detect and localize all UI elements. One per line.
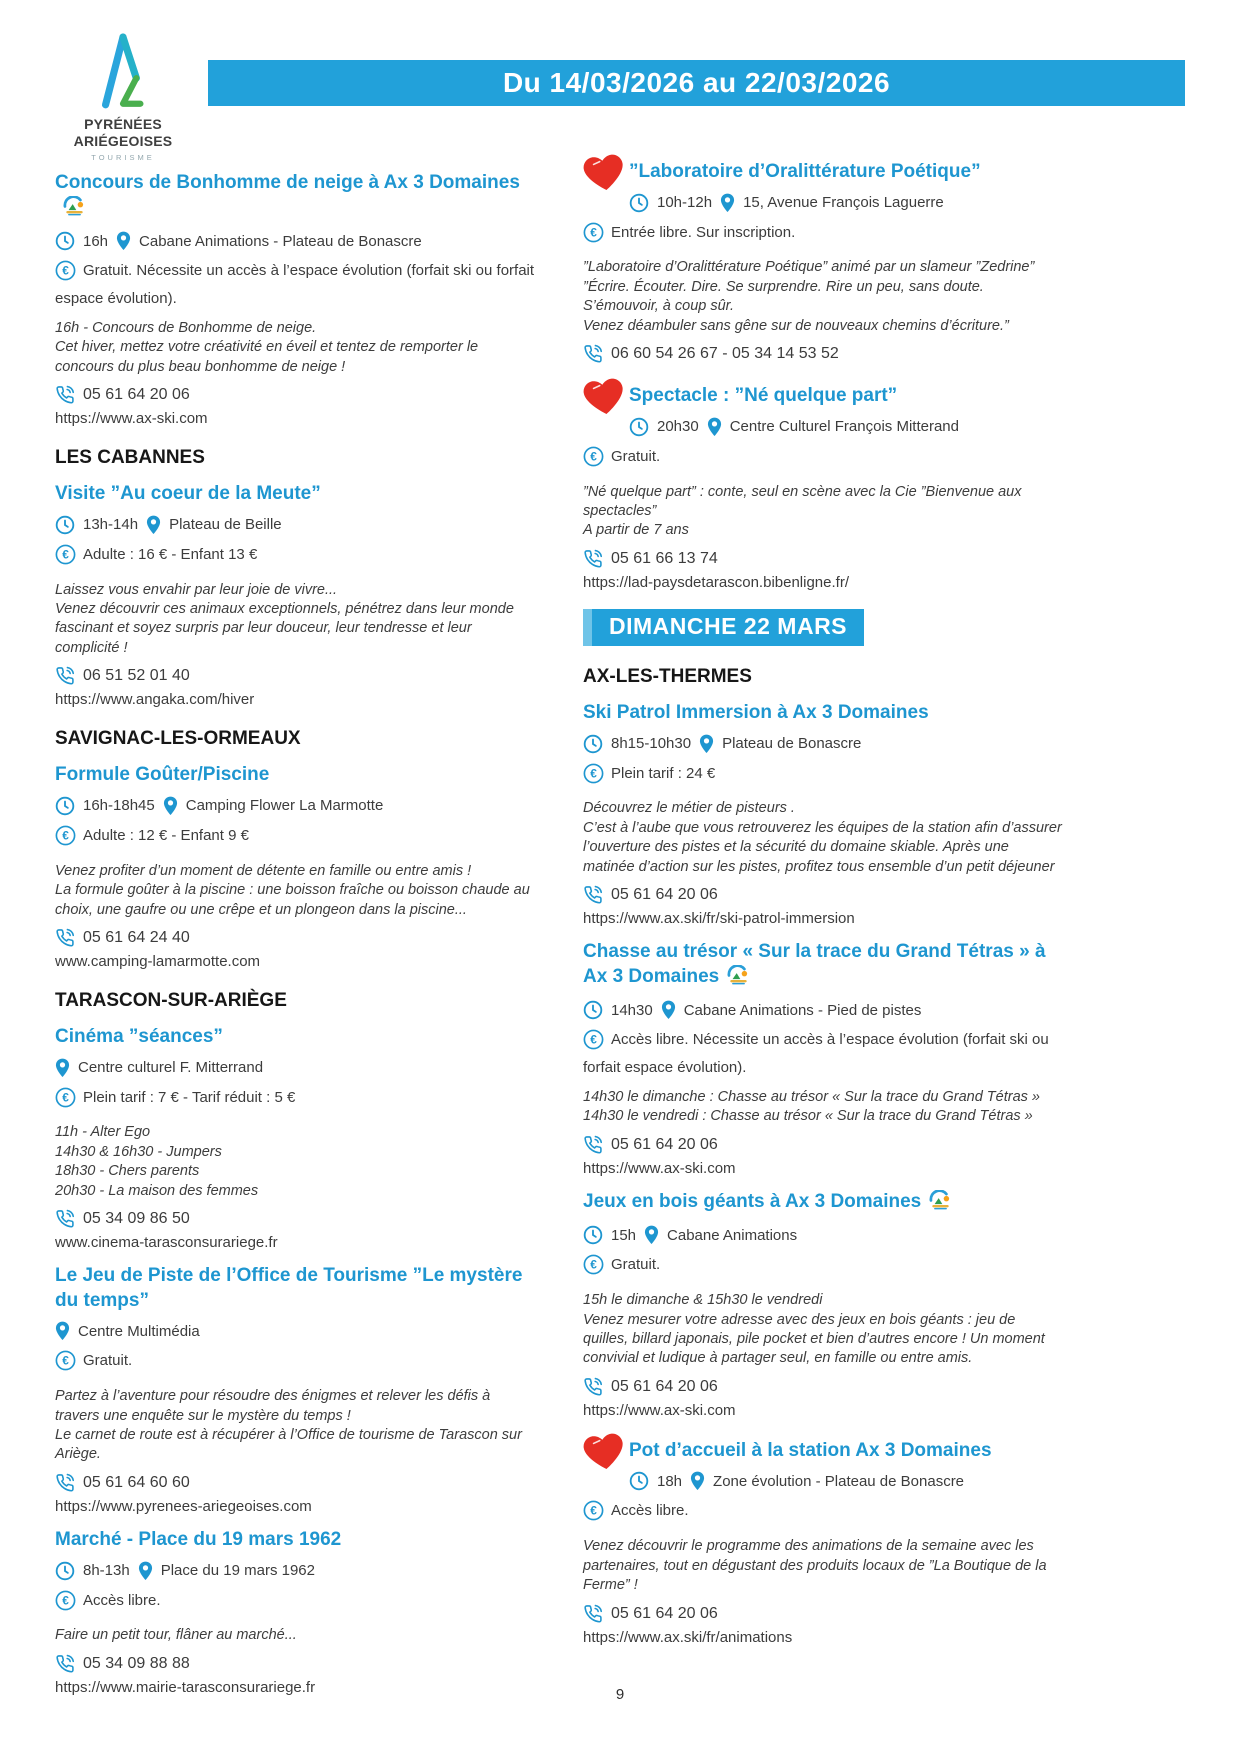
clock-icon — [583, 1225, 603, 1245]
price-text: Gratuit. — [611, 447, 661, 465]
event-title — [55, 171, 535, 223]
location-pin-icon — [146, 515, 161, 535]
phone-number: 05 61 64 20 06 — [611, 1377, 718, 1395]
time-place-row — [629, 1471, 1063, 1491]
phone-row — [583, 344, 1063, 364]
price-text: Accès libre. — [611, 1502, 689, 1520]
price-row — [583, 1500, 1063, 1528]
event-description — [583, 258, 1063, 336]
euro-icon — [55, 825, 76, 853]
price-row — [55, 825, 535, 853]
website-link[interactable]: https://lad-paysdetarascon.bibenligne.fr/ — [583, 573, 849, 591]
place-text: Centre Culturel François Mitterand — [729, 418, 959, 436]
event-card — [55, 1264, 535, 1515]
place-text: Centre Multimédia — [78, 1322, 200, 1340]
event-description — [55, 581, 535, 659]
time-text: 15h — [611, 1226, 637, 1244]
right-column — [583, 140, 1063, 1656]
event-title — [583, 1190, 1063, 1218]
euro-icon — [583, 1254, 604, 1282]
description-line: 14h30 le vendredi : Chasse au trésor « Sur la trace du Grand Tétras » — [583, 1108, 1033, 1125]
place-text: Zone évolution - Plateau de Bonascre — [713, 1472, 965, 1490]
website-link[interactable]: www.camping-lamarmotte.com — [55, 952, 261, 970]
location-pin-icon — [707, 417, 722, 437]
location-pin-icon — [116, 231, 131, 251]
event-title-text: Concours de Bonhomme de neige à Ax 3 Domaines — [55, 172, 520, 193]
time-place-row — [583, 1000, 1063, 1020]
time-text: 8h15-10h30 — [611, 735, 692, 753]
website-link[interactable]: https://www.angaka.com/hiver — [55, 691, 255, 709]
city-heading: LES CABANNES — [55, 447, 205, 469]
phone-number: 05 61 64 20 06 — [611, 1604, 718, 1622]
price-text: Gratuit. — [83, 1352, 133, 1370]
price-text: Plein tarif : 7 € - Tarif réduit : 5 € — [83, 1088, 296, 1106]
euro-icon — [55, 1350, 76, 1378]
mountain-a-logo-icon — [92, 32, 154, 114]
time-place-row — [583, 1225, 1063, 1245]
website-link[interactable]: https://www.ax-ski.com — [55, 410, 208, 428]
description-line: Partez à l’aventure pour résoudre des énigmes et relever les défis à travers une enquête sur le mystère du temps ! — [55, 1388, 491, 1424]
description-line: Venez profiter d’un moment de détente en famille ou entre amis ! — [55, 862, 472, 879]
event-title: Pot d’accueil à la station Ax 3 Domaines — [629, 1439, 992, 1461]
event-description — [55, 319, 535, 377]
event-card — [55, 171, 535, 427]
event-card — [583, 940, 1063, 1177]
event-title-text: Jeux en bois géants à Ax 3 Domaines — [583, 1190, 922, 1212]
description-line: Le carnet de route est à récupérer à l’Office de tourisme de Tarascon sur Ariège. — [55, 1427, 522, 1463]
date-range-banner: Du 14/03/2026 au 22/03/2026 — [208, 60, 1185, 106]
price-row — [583, 1029, 1063, 1079]
event-description — [583, 1088, 1063, 1127]
phone-number: 05 61 64 20 06 — [83, 386, 190, 404]
description-line: C’est à l’aube que vous retrouverez les équipes de la station afin d’assurer l’ouverture des pistes et la sécurité du domaine skiable. Après une matinée d’action sur les pistes, profitez tous ensemble d’un petit déjeuner — [583, 819, 1062, 875]
phone-icon — [583, 885, 603, 905]
phone-icon — [583, 1604, 603, 1624]
clock-icon — [629, 193, 649, 213]
event-title: Visite ”Au coeur de la Meute” — [55, 483, 321, 505]
description-line: 14h30 le dimanche : Chasse au trésor « Sur la trace du Grand Tétras » — [583, 1088, 1040, 1105]
phone-icon — [583, 1377, 603, 1397]
clock-icon — [55, 796, 75, 816]
event-card — [55, 1025, 535, 1251]
place-text: Cabane Animations - Pied de pistes — [683, 1001, 922, 1019]
description-line: Faire un petit tour, flâner au marché... — [55, 1627, 297, 1644]
clock-icon — [629, 1471, 649, 1491]
clock-icon — [583, 734, 603, 754]
location-pin-icon — [55, 1058, 70, 1078]
description-line: ”Laboratoire d’Oralittérature Poétique” animé par un slameur ”Zedrine” — [583, 259, 1035, 276]
price-text: Adulte : 12 € - Enfant 9 € — [83, 826, 249, 844]
day-banner: DIMANCHE 22 MARS — [583, 609, 864, 646]
description-line: Venez déambuler sans gêne sur de nouveaux chemins d’écriture.” — [583, 317, 1009, 334]
location-pin-icon — [661, 1000, 676, 1020]
price-row — [583, 1254, 1063, 1282]
price-row — [583, 763, 1063, 791]
clock-icon — [55, 1561, 75, 1581]
description-line: Venez découvrir ces animaux exceptionnels, pénétrez dans leur monde fascinant et soyez surpris par leur douceur, leur tendresse et leur complicité ! — [55, 601, 514, 656]
place-text: 15, Avenue François Laguerre — [743, 194, 944, 212]
time-text: 18h — [657, 1472, 683, 1490]
event-description — [55, 1123, 535, 1201]
euro-icon — [583, 446, 604, 474]
famille-plus-icon — [62, 196, 87, 224]
event-title: Formule Goûter/Piscine — [55, 764, 270, 786]
phone-number: 05 34 09 88 88 — [83, 1654, 190, 1672]
phone-number: 05 61 64 20 06 — [611, 885, 718, 903]
event-card — [583, 1439, 1063, 1646]
description-line: Laissez vous envahir par leur joie de vivre... — [55, 581, 338, 598]
price-text: Accès libre. — [83, 1591, 161, 1609]
phone-number: 06 60 54 26 67 - 05 34 14 53 52 — [611, 345, 839, 363]
euro-icon — [583, 1029, 604, 1057]
place-text: Place du 19 mars 1962 — [160, 1562, 315, 1580]
city-heading: SAVIGNAC-LES-ORMEAUX — [55, 728, 301, 750]
event-title: Marché - Place du 19 mars 1962 — [55, 1528, 342, 1550]
phone-number: 05 61 64 20 06 — [611, 1135, 718, 1153]
phone-icon — [55, 928, 75, 948]
event-description — [55, 862, 535, 920]
description-line: 16h - Concours de Bonhomme de neige. — [55, 319, 317, 336]
phone-number: 06 51 52 01 40 — [83, 667, 190, 685]
price-row — [55, 1350, 535, 1378]
time-place-row — [55, 1561, 535, 1581]
clock-icon — [629, 417, 649, 437]
phone-row — [55, 1473, 535, 1493]
description-line: A partir de 7 ans — [583, 522, 689, 539]
website-link[interactable]: https://www.ax.ski/fr/ski-patrol-immersion — [583, 909, 855, 927]
website-link[interactable]: https://www.mairie-tarasconsurariege.fr — [55, 1678, 316, 1696]
phone-row — [55, 928, 535, 948]
phone-row — [55, 1654, 535, 1674]
event-description — [583, 799, 1063, 877]
event-title: Cinéma ”séances” — [55, 1025, 223, 1047]
website-link[interactable]: https://www.ax-ski.com — [583, 1159, 736, 1177]
website-link[interactable]: https://www.pyrenees-ariegeoises.com — [55, 1497, 312, 1515]
city-heading: TARASCON-SUR-ARIÈGE — [55, 989, 287, 1011]
heart-icon — [583, 378, 625, 421]
phone-row — [55, 385, 535, 405]
euro-icon — [55, 1087, 76, 1115]
clock-icon — [55, 515, 75, 535]
time-text: 8h-13h — [83, 1562, 130, 1580]
price-text: Accès libre. Nécessite un accès à l’espace évolution (forfait ski ou forfait espace évolution). — [583, 1031, 1049, 1077]
phone-icon — [55, 666, 75, 686]
phone-row — [55, 1209, 535, 1229]
event-title: ”Laboratoire d’Oralittérature Poétique” — [629, 161, 981, 182]
event-card — [55, 763, 535, 970]
event-card — [583, 1190, 1063, 1419]
left-column — [55, 158, 535, 1706]
phone-icon — [55, 1473, 75, 1493]
website-link[interactable]: https://www.ax.ski/fr/animations — [583, 1628, 793, 1646]
phone-number: 05 61 64 60 60 — [83, 1473, 190, 1491]
place-text: Centre culturel F. Mitterrand — [78, 1059, 264, 1077]
time-text: 14h30 — [611, 1001, 653, 1019]
website-link[interactable]: https://www.ax-ski.com — [583, 1401, 736, 1419]
event-description — [583, 483, 1063, 541]
description-line: 11h - Alter Ego — [55, 1124, 151, 1141]
price-row — [55, 544, 535, 572]
event-card — [55, 1528, 535, 1696]
event-card — [583, 701, 1063, 927]
time-place-row — [583, 734, 1063, 754]
description-line: 20h30 - La maison des femmes — [55, 1182, 259, 1199]
heart-icon — [583, 1433, 625, 1476]
phone-icon — [583, 344, 603, 364]
clock-icon — [55, 231, 75, 251]
phone-row — [55, 666, 535, 686]
phone-number: 05 34 09 86 50 — [83, 1210, 190, 1228]
event-title-text: Chasse au trésor « Sur la trace du Grand Tétras » à Ax 3 Domaines — [583, 940, 1046, 987]
location-pin-icon — [699, 734, 714, 754]
location-pin-icon — [138, 1561, 153, 1581]
event-card — [583, 160, 1063, 364]
event-card — [583, 384, 1063, 591]
event-card — [55, 482, 535, 708]
price-row — [583, 446, 1063, 474]
event-title — [583, 940, 1063, 992]
location-pin-icon — [644, 1225, 659, 1245]
location-pin-icon — [163, 796, 178, 816]
description-line: ”Né quelque part” : conte, seul en scène avec la Cie ”Bienvenue aux spectacles” — [583, 483, 1022, 519]
price-text: Plein tarif : 24 € — [611, 764, 716, 782]
clock-icon — [583, 1000, 603, 1020]
time-text: 13h-14h — [83, 516, 139, 534]
description-line: 18h30 - Chers parents — [55, 1163, 200, 1180]
logo-text-line3: TOURISME — [91, 153, 155, 163]
phone-icon — [583, 549, 603, 569]
price-text: Gratuit. — [611, 1256, 661, 1274]
page-number: 9 — [615, 1686, 625, 1703]
event-description — [55, 1387, 535, 1465]
event-title: Spectacle : ”Né quelque part” — [629, 385, 898, 407]
euro-icon — [583, 1500, 604, 1528]
day-banner-row — [583, 609, 1063, 646]
phone-icon — [583, 1135, 603, 1155]
price-row — [55, 260, 535, 310]
location-pin-icon — [720, 193, 735, 213]
phone-icon — [55, 1209, 75, 1229]
logo-text-line2: ARIÉGEOISES — [73, 133, 173, 150]
event-description — [583, 1537, 1063, 1595]
city-heading: AX-LES-THERMES — [583, 665, 752, 687]
euro-icon — [583, 763, 604, 791]
description-line: 15h le dimanche & 15h30 le vendredi — [583, 1292, 823, 1309]
description-line: Venez découvrir le programme des animations de la semaine avec les partenaires, tout en dégustant des produits locaux de ”La Boutique de la Ferme” ! — [583, 1538, 1047, 1594]
description-line: Cet hiver, mettez votre créativité en éveil et tentez de remporter le concours du plus beau bonhomme de neige ! — [55, 339, 479, 375]
time-place-row — [55, 231, 535, 251]
phone-row — [583, 1604, 1063, 1624]
time-text: 20h30 — [657, 418, 699, 436]
description-line: Découvrez le métier de pisteurs . — [583, 800, 795, 817]
famille-plus-icon — [928, 1190, 953, 1218]
price-row — [55, 1590, 535, 1618]
time-text: 16h-18h45 — [83, 797, 155, 815]
description-line: 14h30 & 16h30 - Jumpers — [55, 1143, 222, 1160]
phone-row — [583, 1135, 1063, 1155]
website-link[interactable]: www.cinema-tarasconsurariege.fr — [55, 1234, 278, 1252]
logo-text-line1: PYRÉNÉES — [84, 116, 162, 132]
event-title: Ski Patrol Immersion à Ax 3 Domaines — [583, 701, 929, 723]
time-text: 16h — [83, 232, 109, 250]
phone-icon — [55, 385, 75, 405]
price-row — [583, 222, 1063, 250]
event-title: Le Jeu de Piste de l’Office de Tourisme ”Le mystère du temps” — [55, 1265, 523, 1311]
location-pin-icon — [690, 1471, 705, 1491]
phone-row — [583, 1377, 1063, 1397]
time-place-row — [55, 515, 535, 535]
time-place-row — [629, 417, 1063, 437]
phone-number: 05 61 64 24 40 — [83, 928, 190, 946]
phone-icon — [55, 1654, 75, 1674]
event-description — [55, 1626, 535, 1645]
phone-row — [583, 549, 1063, 569]
price-text: Gratuit. Nécessite un accès à l’espace évolution (forfait ski ou forfait espace évolution). — [55, 262, 535, 308]
famille-plus-icon — [726, 965, 751, 993]
place-text: Cabane Animations — [667, 1226, 798, 1244]
location-pin-icon — [55, 1321, 70, 1341]
phone-number: 05 61 66 13 74 — [611, 549, 718, 567]
heart-icon — [583, 154, 625, 197]
time-text: 10h-12h — [657, 194, 713, 212]
time-place-row — [55, 796, 535, 816]
price-row — [55, 1087, 535, 1115]
place-text: Plateau de Beille — [169, 516, 282, 534]
euro-icon — [55, 260, 76, 288]
phone-row — [583, 885, 1063, 905]
place-row — [55, 1058, 535, 1078]
time-place-row — [629, 193, 1063, 213]
euro-icon — [583, 222, 604, 250]
place-text: Cabane Animations - Plateau de Bonascre — [139, 232, 422, 250]
event-description — [583, 1291, 1063, 1369]
description-line: ”Écrire. Écouter. Dire. Se surprendre. Rire un peu, sans doute. S’émouvoir, à coup sûr. — [583, 278, 984, 315]
place-text: Plateau de Bonascre — [722, 735, 862, 753]
place-row — [55, 1321, 535, 1341]
description-line: La formule goûter à la piscine : une boisson fraîche ou boisson chaude au choix, une gaufre ou une crêpe et un plongeon dans la piscine... — [55, 882, 530, 918]
brand-logo — [56, 32, 190, 162]
price-text: Entrée libre. Sur inscription. — [611, 223, 796, 241]
description-line: Venez mesurer votre adresse avec des jeux en bois géants : jeu de quilles, billard japonais, pile pocket et bien d’autres encore ! Un moment convivial et ludique à partager seul, en famille ou entre amis. — [583, 1311, 1045, 1367]
place-text: Camping Flower La Marmotte — [185, 797, 384, 815]
euro-icon — [55, 544, 76, 572]
euro-icon — [55, 1590, 76, 1618]
price-text: Adulte : 16 € - Enfant 13 € — [83, 545, 258, 563]
